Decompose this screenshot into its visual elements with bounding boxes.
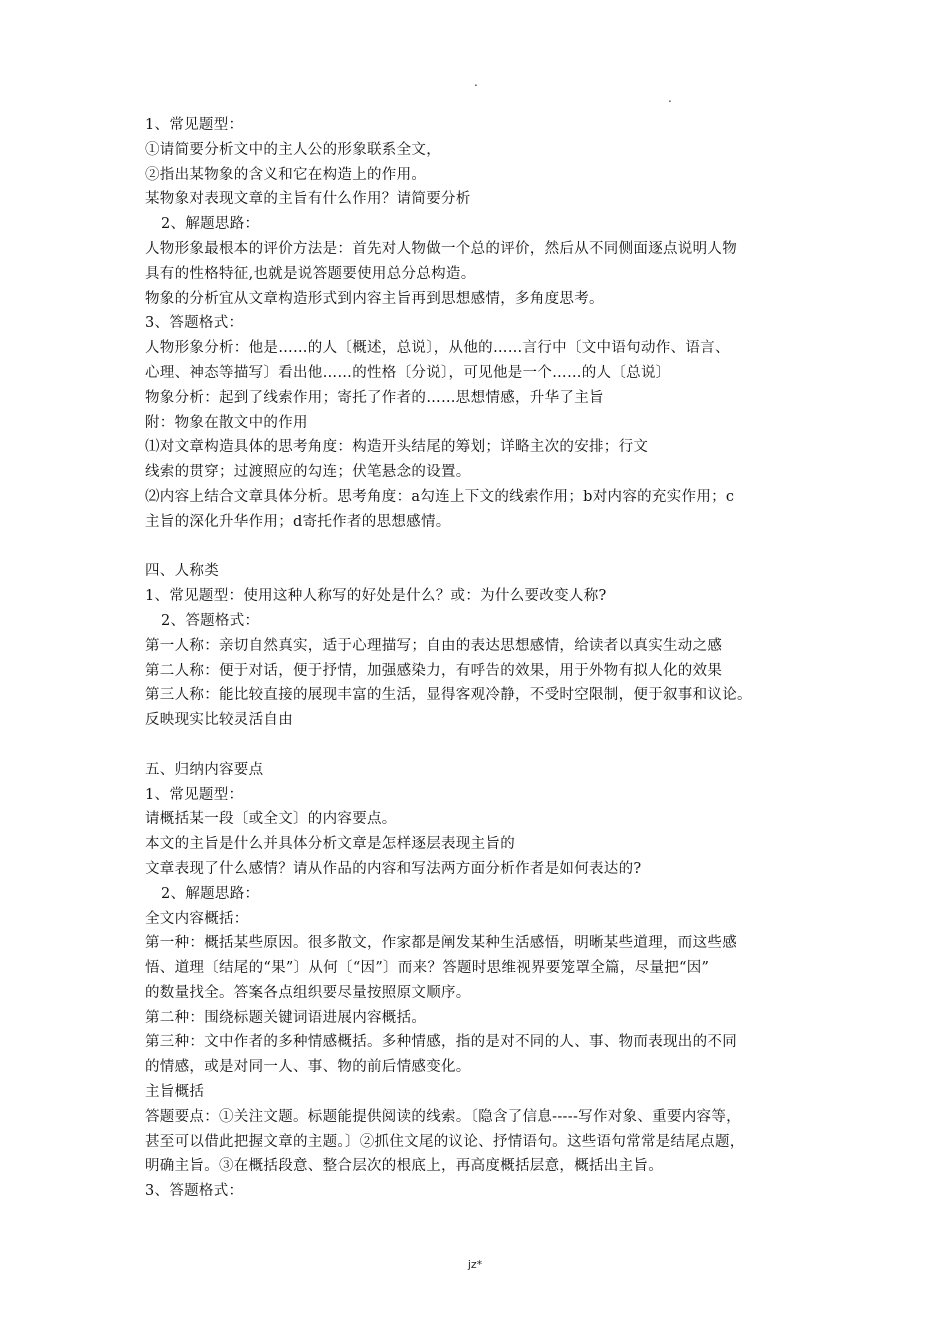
text-line: 第三种：文中作者的多种情感概括。多种情感，指的是对不同的人、事、物而表现出的不同 [145,1034,737,1051]
text-line: 1、常见题型： [145,117,244,133]
text-line: 甚至可以借此把握文章的主题。〕②抓住文尾的议论、抒情语句。这些语句常常是结尾点题， [145,1133,745,1150]
text-line: 某物象对表现文章的主旨有什么作用？请简要分析 [145,191,471,208]
text-line: 主旨概括 [145,1084,205,1101]
blank-line [145,535,817,560]
page-footer: jz* [467,1258,483,1271]
text-line: 人物形象分析：他是……的人〔概述，总说〕，从他的……言行中〔文中语句动作、语言、 [145,340,730,357]
text-line: 第二人称：便于对话，便于抒情，加强感染力，有呼告的效果，用于外物有拟人化的效果 [145,662,723,679]
text-line: 文章表现了什么感情？请从作品的内容和写法两方面分析作者是如何表达的? [145,860,642,877]
text-line: 第一种：概括某些原因。很多散文，作家都是阐发某种生活感悟，明晰某些道理，而这些感 [145,935,737,952]
text-line: 悟、道理〔结尾的“果”〕从何〔“因”〕而来？答题时思维视界要笼罩全篇，尽量把“因” [145,960,710,977]
text-line: 人物形象最根本的评价方法是：首先对人物做一个总的评价，然后从不同侧面逐点说明人物 [145,240,737,257]
text-line: 的数量找全。答案各点组织要尽量按照原文顺序。 [145,984,471,1001]
text-line: 3、答题格式： [145,315,244,332]
text-line: 请概括某一段〔或全文〕的内容要点。 [145,811,397,828]
text-line: 全文内容概括： [145,910,249,927]
text-line: 附：物象在散文中的作用 [145,414,308,431]
text-line: 反映现实比较灵活自由 [145,712,293,729]
text-line: ①请简要分析文中的主人公的形象联系全文， [145,141,441,158]
text-line: ②指出某物象的含义和它在构造上的作用。 [145,166,427,183]
text-line: 第二种：围绕标题关键词语进展内容概括。 [145,1009,427,1026]
text-line: 四、人称类 [145,563,219,580]
text-line: 具有的性格特征,也就是说答题要使用总分总构造。 [145,265,476,282]
text-line: 第一人称：亲切自然真实，适于心理描写；自由的表达思想感情，给读者以真实生动之感 [145,637,723,654]
text-line: 心理、神态等描写〕看出他……的性格〔分说〕，可见他是一个……的人〔总说〕 [145,364,671,381]
text-line: 的情感，或是对同一人、事、物的前后情感变化。 [145,1059,471,1076]
header-mark-right: . [668,91,672,105]
text-line: 2、答题格式： [161,612,260,629]
text-line: 本文的主旨是什么并具体分析文章是怎样逐层表现主旨的 [145,836,515,853]
text-line: ⑵内容上结合文章具体分析。思考角度：a勾连上下文的线索作用；b对内容的充实作用；c [145,488,735,505]
text-line: 2、解题思路： [161,216,260,233]
text-line: 五、归纳内容要点 [145,761,264,778]
text-line: 明确主旨。③在概括段意、整合层次的根底上，再高度概括层意，概括出主旨。 [145,1158,663,1175]
text-line: 主旨的深化升华作用；d寄托作者的思想感情。 [145,513,451,530]
text-line: 答题要点：①关注文题。标题能提供阅读的线索。〔隐含了信息-----写作对象、重要内容等， [145,1108,741,1125]
text-line: 2、解题思路： [161,885,260,902]
header-mark-left: . [474,75,478,89]
text-line: 第三人称：能比较直接的展现丰富的生活，显得客观冷静，不受时空限制，便于叙事和议论。 [145,687,752,704]
text-line: 1、常见题型： [145,786,244,803]
blank-line [145,733,817,758]
text-line: 3、答题格式： [145,1183,244,1200]
text-line: 线索的贯穿；过渡照应的勾连；伏笔悬念的设置。 [145,464,471,481]
document-body [145,113,817,1204]
text-line: 物象的分析宜从文章构造形式到内容主旨再到思想感情，多角度思考。 [145,290,604,307]
text-line: ⑴对文章构造具体的思考角度：构造开头结尾的筹划；详略主次的安排；行文 [145,439,649,456]
text-line: 1、常见题型：使用这种人称写的好处是什么？或：为什么要改变人称? [145,588,607,605]
text-line: 物象分析：起到了线索作用；寄托了作者的……思想情感，升华了主旨 [145,389,604,406]
